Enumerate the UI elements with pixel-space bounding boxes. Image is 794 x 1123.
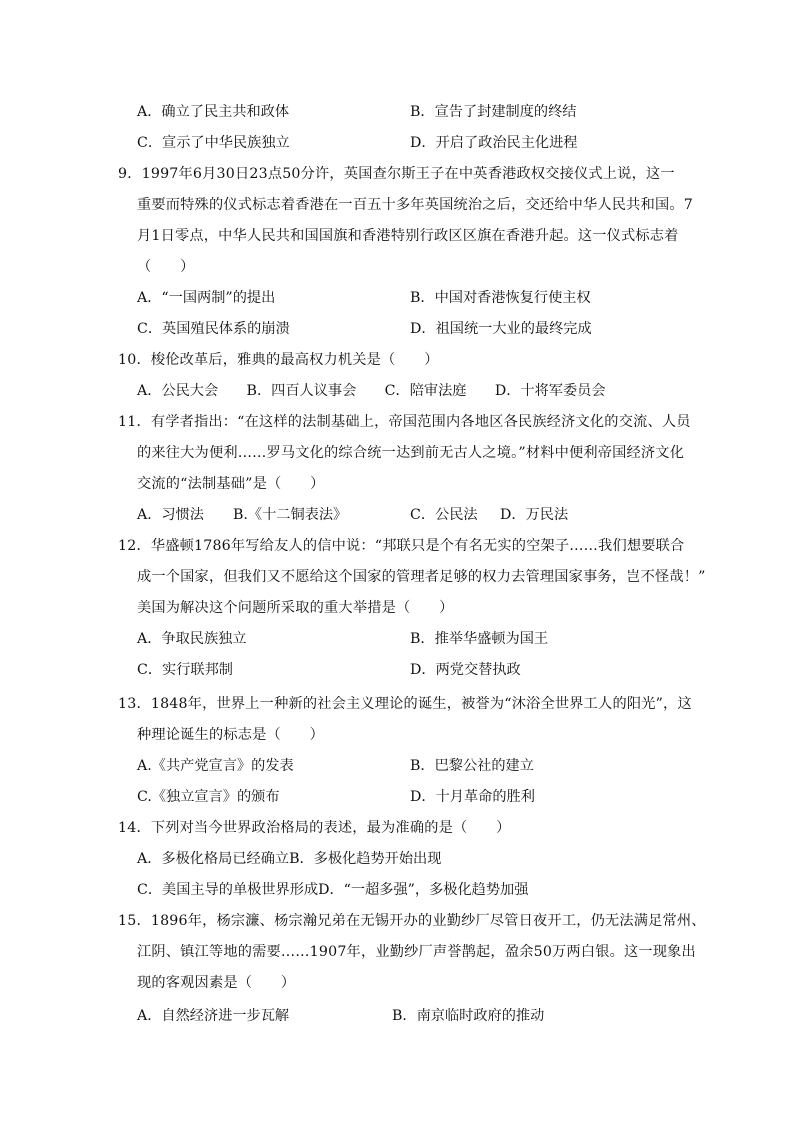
q9-stem-line-3: 月1日零点，中华人民共和国国旗和香港特别行政区区旗在香港升起。这一仪式标志着 — [137, 228, 679, 244]
q12-option-b[interactable]: B．推举华盛顿为国王 — [410, 631, 549, 647]
q11-stem-line-2: 的来往大为便利……罗马文化的综合统一达到前无古人之境。”材料中便利帝国经济文化 — [137, 445, 685, 461]
q8-option-b[interactable]: B．宣告了封建制度的终结 — [410, 104, 577, 120]
q9-option-c[interactable]: C．英国殖民体系的崩溃 — [137, 321, 290, 337]
q14-options-ab[interactable]: A．多极化格局已经确立B．多极化趋势开始出现 — [137, 851, 442, 867]
q15-option-b[interactable]: B．南京临时政府的推动 — [392, 1008, 545, 1024]
q11-option-c[interactable]: C．公民法 — [410, 507, 478, 523]
q13-stem-line-2: 种理论诞生的标志是（ ） — [137, 727, 325, 743]
q14-stem: 14．下列对当今世界政治格局的表述，最为准确的是（ ） — [118, 820, 511, 836]
q10-options[interactable]: A．公民大会 B．四百人议事会 C．陪审法庭 D．十将军委员会 — [137, 383, 606, 399]
q13-option-c[interactable]: C.《独立宣言》的颁布 — [137, 789, 280, 805]
q9-option-b[interactable]: B．中国对香港恢复行使主权 — [410, 290, 591, 306]
q11-option-a[interactable]: A．习惯法 — [137, 507, 204, 523]
q11-option-b[interactable]: B.《十二铜表法》 — [233, 507, 348, 523]
q11-stem-line-1: 11．有学者指出：“在这样的法制基础上，帝国范围内各地区各民族经济文化的交流、人员 — [118, 414, 691, 430]
q14-options-cd[interactable]: C．美国主导的单极世界形成D．“一超多强”，多极化趋势加强 — [137, 882, 529, 898]
q13-stem-line-1: 13．1848年，世界上一种新的社会主义理论的诞生，被誉为“沐浴全世界工人的阳光”，这 — [118, 696, 692, 712]
q12-option-d[interactable]: D．两党交替执政 — [410, 662, 521, 678]
q9-option-a[interactable]: A．“一国两制”的提出 — [137, 290, 276, 306]
q8-option-c[interactable]: C．宣示了中华民族独立 — [137, 135, 290, 151]
q13-option-a[interactable]: A.《共产党宣言》的发表 — [137, 758, 294, 774]
q15-option-a[interactable]: A．自然经济进一步瓦解 — [137, 1008, 290, 1024]
q8-option-d[interactable]: D．开启了政治民主化进程 — [410, 135, 578, 151]
q9-answer-blank: （ ） — [137, 259, 195, 275]
q12-option-a[interactable]: A．争取民族独立 — [137, 631, 247, 647]
q12-option-c[interactable]: C．实行联邦制 — [137, 662, 233, 678]
q11-stem-line-3: 交流的“法制基础”是（ ） — [137, 476, 325, 492]
q9-stem-line-2: 重要而特殊的仪式标志着香港在一百五十多年英国统治之后，交还给中华人民共和国。7 — [137, 197, 693, 213]
q13-option-d[interactable]: D．十月革命的胜利 — [410, 789, 535, 805]
q9-option-d[interactable]: D．祖国统一大业的最终完成 — [410, 321, 592, 337]
q12-stem-line-1: 12．华盛顿1786年写给友人的信中说：“邦联只是个有名无实的空架子……我们想要联合 — [118, 538, 685, 554]
q12-stem-line-3: 美国为解决这个问题所采取的重大举措是（ ） — [137, 600, 454, 616]
q15-stem-line-2: 江阴、镇江等地的需要……1907年，业勤纱厂声誉鹊起，盈余50万两白银。这一现象出 — [137, 944, 696, 960]
q15-stem-line-1: 15．1896年，杨宗濂、杨宗瀚兄弟在无锡开办的业勤纱厂尽管日夜开工，仍无法满足常州、 — [118, 913, 706, 929]
q13-option-b[interactable]: B．巴黎公社的建立 — [410, 758, 534, 774]
q11-option-d[interactable]: D．万民法 — [500, 507, 569, 523]
q12-stem-line-2: 成一个国家，但我们又不愿给这个国家的管理者足够的权力去管理国家事务，岂不怪哉！” — [137, 569, 706, 585]
q8-option-a[interactable]: A．确立了民主共和政体 — [137, 104, 290, 120]
q15-stem-line-3: 现的客观因素是（ ） — [137, 975, 296, 991]
q9-stem-line-1: 9．1997年6月30日23点50分许，英国查尔斯王子在中英香港政权交接仪式上说，这一 — [118, 166, 675, 182]
q10-stem: 10．梭伦改革后，雅典的最高权力机关是（ ） — [118, 352, 439, 368]
